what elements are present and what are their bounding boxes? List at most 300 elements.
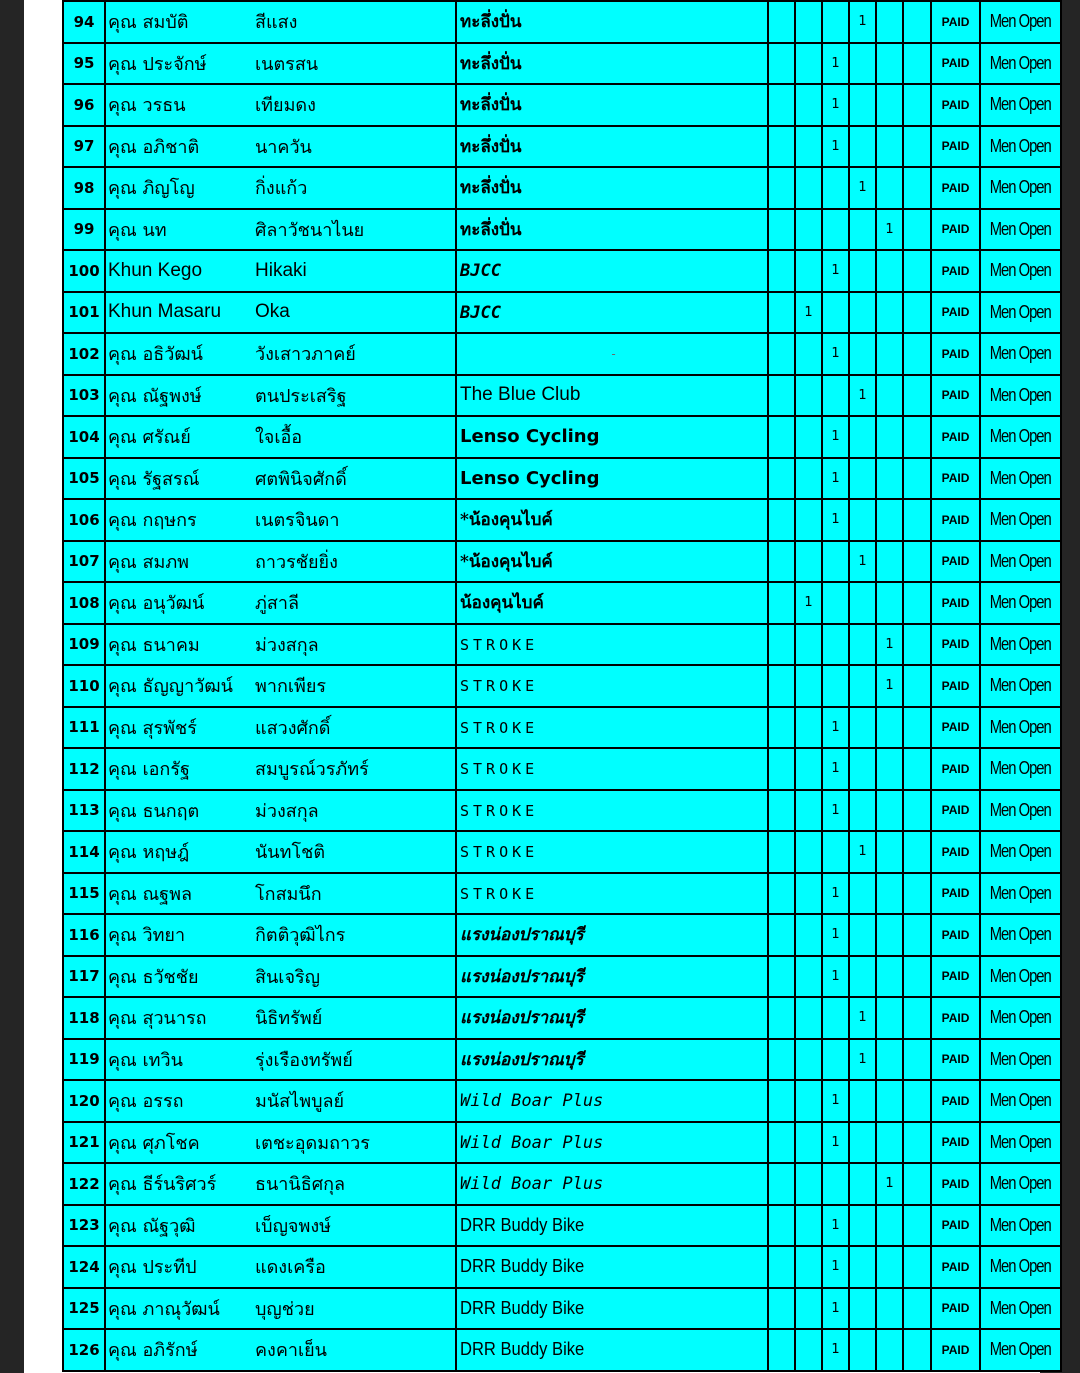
table-row[interactable] [63,1,1061,43]
last-name-cell[interactable]: เตชะอุดมถาวร [255,1122,456,1164]
size-column-2[interactable] [795,748,822,790]
size-column-3[interactable] [822,1163,849,1205]
size-column-5[interactable] [876,499,903,541]
size-column-1[interactable] [768,997,795,1039]
last-name-cell[interactable]: สินเจริญ [255,956,456,998]
first-name-cell[interactable]: คุณ วรธน [105,84,255,126]
size-column-2[interactable] [795,1163,822,1205]
table-row[interactable] [63,1080,1061,1122]
size-column-1[interactable] [768,665,795,707]
last-name-cell[interactable]: ถาวรชัยยิ่ง [255,541,456,583]
size-column-4[interactable] [849,499,876,541]
size-column-2[interactable] [795,375,822,417]
size-column-4[interactable] [849,1080,876,1122]
size-column-4[interactable] [849,1122,876,1164]
size-column-1[interactable] [768,748,795,790]
club-cell[interactable] [456,1288,768,1330]
last-name-cell[interactable]: Hikaki [255,250,456,292]
size-column-6[interactable] [903,1122,931,1164]
size-column-1[interactable] [768,43,795,85]
table-row[interactable] [63,831,1061,873]
first-name-cell[interactable]: คุณ ศุภโชค [105,1122,255,1164]
size-column-3[interactable] [822,624,849,666]
size-column-2[interactable] [795,624,822,666]
last-name-cell[interactable]: สมบูรณ์วรภัทร์ [255,748,456,790]
last-name-cell[interactable]: ศตพินิจศักดิ์ [255,458,456,500]
size-column-3[interactable] [822,665,849,707]
size-column-5[interactable] [876,1122,903,1164]
size-column-5[interactable] [876,1,903,43]
first-name-cell[interactable]: คุณ เอกรัฐ [105,748,255,790]
last-name-cell[interactable]: เนตรสน [255,43,456,85]
first-name-cell[interactable]: คุณ อรรถ [105,1080,255,1122]
selected-size-mark[interactable]: 1 [822,458,849,500]
size-column-1[interactable] [768,1163,795,1205]
size-column-2[interactable] [795,1039,822,1081]
selected-size-mark[interactable]: 1 [822,416,849,458]
size-column-6[interactable] [903,1163,931,1205]
size-column-2[interactable] [795,665,822,707]
club-cell[interactable] [456,167,768,209]
size-column-4[interactable] [849,707,876,749]
size-column-1[interactable] [768,333,795,375]
last-name-cell[interactable]: กิ่งแก้ว [255,167,456,209]
size-column-1[interactable] [768,790,795,832]
club-cell[interactable] [456,997,768,1039]
selected-size-mark[interactable]: 1 [849,167,876,209]
size-column-1[interactable] [768,873,795,915]
size-column-4[interactable] [849,1288,876,1330]
size-column-6[interactable] [903,209,931,251]
table-row[interactable] [63,997,1061,1039]
size-column-1[interactable] [768,541,795,583]
club-cell[interactable] [456,624,768,666]
size-column-6[interactable] [903,126,931,168]
size-column-2[interactable] [795,1288,822,1330]
size-column-2[interactable] [795,333,822,375]
first-name-cell[interactable]: คุณ ศรัณย์ [105,416,255,458]
club-cell[interactable] [456,292,768,334]
first-name-cell[interactable]: คุณ อธิวัฒน์ [105,333,255,375]
size-column-2[interactable] [795,1329,822,1371]
table-row[interactable] [63,956,1061,998]
first-name-cell[interactable]: Khun Masaru [105,292,255,334]
size-column-5[interactable] [876,1329,903,1371]
selected-size-mark[interactable]: 1 [849,1,876,43]
size-column-1[interactable] [768,499,795,541]
selected-size-mark[interactable]: 1 [876,209,903,251]
size-column-2[interactable] [795,84,822,126]
size-column-1[interactable] [768,582,795,624]
size-column-5[interactable] [876,1205,903,1247]
size-column-4[interactable] [849,126,876,168]
first-name-cell[interactable]: คุณ สุวนารถ [105,997,255,1039]
club-cell[interactable] [456,873,768,915]
size-column-5[interactable] [876,707,903,749]
size-column-5[interactable] [876,1288,903,1330]
size-column-6[interactable] [903,292,931,334]
table-row[interactable] [63,458,1061,500]
size-column-2[interactable] [795,956,822,998]
selected-size-mark[interactable]: 1 [822,748,849,790]
size-column-6[interactable] [903,873,931,915]
table-row[interactable] [63,665,1061,707]
size-column-3[interactable] [822,1,849,43]
first-name-cell[interactable]: คุณ สุรพัชร์ [105,707,255,749]
size-column-4[interactable] [849,956,876,998]
size-column-2[interactable] [795,1205,822,1247]
size-column-2[interactable] [795,790,822,832]
size-column-3[interactable] [822,292,849,334]
size-column-2[interactable] [795,209,822,251]
selected-size-mark[interactable]: 1 [849,1039,876,1081]
table-row[interactable] [63,914,1061,956]
first-name-cell[interactable]: คุณ ประจักษ์ [105,43,255,85]
last-name-cell[interactable]: รุ่งเรืองทรัพย์ [255,1039,456,1081]
first-name-cell[interactable]: คุณ ณฐพล [105,873,255,915]
size-column-1[interactable] [768,1246,795,1288]
size-column-5[interactable] [876,831,903,873]
size-column-5[interactable] [876,1039,903,1081]
selected-size-mark[interactable]: 1 [822,1122,849,1164]
club-cell[interactable] [456,582,768,624]
first-name-cell[interactable]: คุณ ภิญโญ [105,167,255,209]
size-column-1[interactable] [768,707,795,749]
last-name-cell[interactable]: โกสมนึก [255,873,456,915]
table-row[interactable] [63,1246,1061,1288]
first-name-cell[interactable]: คุณ ธัญญาวัฒน์ [105,665,255,707]
last-name-cell[interactable]: เบ็ญจพงษ์ [255,1205,456,1247]
club-cell[interactable] [456,250,768,292]
last-name-cell[interactable]: ม่วงสกุล [255,624,456,666]
selected-size-mark[interactable]: 1 [849,541,876,583]
last-name-cell[interactable]: วังเสาวภาคย์ [255,333,456,375]
size-column-6[interactable] [903,84,931,126]
table-row[interactable] [63,873,1061,915]
size-column-1[interactable] [768,209,795,251]
size-column-6[interactable] [903,665,931,707]
club-cell[interactable] [456,1163,768,1205]
size-column-1[interactable] [768,1288,795,1330]
table-row[interactable] [63,707,1061,749]
size-column-6[interactable] [903,458,931,500]
club-cell[interactable] [456,707,768,749]
size-column-4[interactable] [849,84,876,126]
club-cell[interactable] [456,84,768,126]
size-column-2[interactable] [795,458,822,500]
size-column-1[interactable] [768,914,795,956]
selected-size-mark[interactable]: 1 [822,873,849,915]
selected-size-mark[interactable]: 1 [876,665,903,707]
size-column-2[interactable] [795,707,822,749]
size-column-4[interactable] [849,582,876,624]
size-column-4[interactable] [849,250,876,292]
first-name-cell[interactable]: คุณ ภาณุวัฒน์ [105,1288,255,1330]
club-cell[interactable] [456,1039,768,1081]
size-column-2[interactable] [795,1122,822,1164]
last-name-cell[interactable]: เนตรจินดา [255,499,456,541]
first-name-cell[interactable]: คุณ นท [105,209,255,251]
size-column-6[interactable] [903,790,931,832]
last-name-cell[interactable]: คงคาเย็น [255,1329,456,1371]
selected-size-mark[interactable]: 1 [795,292,822,334]
selected-size-mark[interactable]: 1 [822,1080,849,1122]
size-column-6[interactable] [903,1,931,43]
selected-size-mark[interactable]: 1 [822,43,849,85]
size-column-6[interactable] [903,1080,931,1122]
size-column-3[interactable] [822,167,849,209]
size-column-2[interactable] [795,997,822,1039]
size-column-4[interactable] [849,790,876,832]
table-row[interactable] [63,333,1061,375]
size-column-2[interactable] [795,873,822,915]
club-cell[interactable] [456,1122,768,1164]
size-column-5[interactable] [876,956,903,998]
size-column-5[interactable] [876,748,903,790]
table-row[interactable] [63,1122,1061,1164]
last-name-cell[interactable]: สีแสง [255,1,456,43]
club-cell[interactable] [456,43,768,85]
first-name-cell[interactable]: คุณ อภิรักษ์ [105,1329,255,1371]
size-column-1[interactable] [768,167,795,209]
size-column-3[interactable] [822,831,849,873]
size-column-4[interactable] [849,1246,876,1288]
first-name-cell[interactable]: คุณ ณัฐพงษ์ [105,375,255,417]
last-name-cell[interactable]: มนัสไพบูลย์ [255,1080,456,1122]
table-row[interactable] [63,250,1061,292]
size-column-6[interactable] [903,541,931,583]
last-name-cell[interactable]: ม่วงสกุล [255,790,456,832]
size-column-4[interactable] [849,748,876,790]
size-column-4[interactable] [849,1163,876,1205]
club-cell[interactable] [456,956,768,998]
club-cell[interactable] [456,1329,768,1371]
size-column-3[interactable] [822,582,849,624]
size-column-6[interactable] [903,582,931,624]
size-column-4[interactable] [849,458,876,500]
club-cell[interactable] [456,333,768,375]
first-name-cell[interactable]: คุณ ธนาคม [105,624,255,666]
first-name-cell[interactable]: คุณ หฤษฎ์ [105,831,255,873]
size-column-4[interactable] [849,873,876,915]
selected-size-mark[interactable]: 1 [876,1163,903,1205]
club-cell[interactable] [456,914,768,956]
size-column-2[interactable] [795,43,822,85]
size-column-6[interactable] [903,748,931,790]
selected-size-mark[interactable]: 1 [822,126,849,168]
club-cell[interactable] [456,209,768,251]
size-column-5[interactable] [876,458,903,500]
size-column-2[interactable] [795,1246,822,1288]
size-column-5[interactable] [876,43,903,85]
last-name-cell[interactable]: กิตติวุฒิไกร [255,914,456,956]
table-row[interactable] [63,43,1061,85]
size-column-2[interactable] [795,499,822,541]
table-row[interactable] [63,209,1061,251]
size-column-1[interactable] [768,1205,795,1247]
size-column-6[interactable] [903,499,931,541]
size-column-4[interactable] [849,292,876,334]
size-column-6[interactable] [903,624,931,666]
first-name-cell[interactable]: คุณ ณัฐวุฒิ [105,1205,255,1247]
size-column-2[interactable] [795,831,822,873]
size-column-1[interactable] [768,250,795,292]
club-cell[interactable] [456,831,768,873]
selected-size-mark[interactable]: 1 [822,333,849,375]
size-column-6[interactable] [903,333,931,375]
size-column-1[interactable] [768,1,795,43]
selected-size-mark[interactable]: 1 [822,956,849,998]
size-column-1[interactable] [768,1122,795,1164]
selected-size-mark[interactable]: 1 [849,831,876,873]
selected-size-mark[interactable]: 1 [822,790,849,832]
first-name-cell[interactable]: คุณ ธวัชชัย [105,956,255,998]
table-row[interactable] [63,292,1061,334]
first-name-cell[interactable]: คุณ เทวิน [105,1039,255,1081]
size-column-5[interactable] [876,84,903,126]
club-cell[interactable] [456,790,768,832]
size-column-6[interactable] [903,1329,931,1371]
size-column-4[interactable] [849,624,876,666]
size-column-3[interactable] [822,375,849,417]
size-column-5[interactable] [876,582,903,624]
last-name-cell[interactable]: ตนประเสริฐ [255,375,456,417]
table-row[interactable] [63,167,1061,209]
size-column-1[interactable] [768,1329,795,1371]
club-cell[interactable] [456,748,768,790]
size-column-6[interactable] [903,831,931,873]
last-name-cell[interactable]: ธนานิธิศกุล [255,1163,456,1205]
table-row[interactable] [63,375,1061,417]
size-column-5[interactable] [876,1246,903,1288]
size-column-2[interactable] [795,250,822,292]
size-column-1[interactable] [768,1039,795,1081]
last-name-cell[interactable]: นาควัน [255,126,456,168]
last-name-cell[interactable]: Oka [255,292,456,334]
table-row[interactable] [63,1163,1061,1205]
size-column-3[interactable] [822,1039,849,1081]
last-name-cell[interactable]: ภู่สาลี [255,582,456,624]
size-column-5[interactable] [876,167,903,209]
size-column-6[interactable] [903,997,931,1039]
size-column-5[interactable] [876,997,903,1039]
last-name-cell[interactable]: นันทโชติ [255,831,456,873]
first-name-cell[interactable]: คุณ อภิชาติ [105,126,255,168]
selected-size-mark[interactable]: 1 [876,624,903,666]
table-row[interactable] [63,582,1061,624]
table-row[interactable] [63,499,1061,541]
selected-size-mark[interactable]: 1 [822,707,849,749]
first-name-cell[interactable]: คุณ สมบัติ [105,1,255,43]
size-column-1[interactable] [768,84,795,126]
size-column-6[interactable] [903,1205,931,1247]
table-row[interactable] [63,1039,1061,1081]
last-name-cell[interactable]: แดงเครือ [255,1246,456,1288]
size-column-4[interactable] [849,914,876,956]
selected-size-mark[interactable]: 1 [822,914,849,956]
size-column-1[interactable] [768,458,795,500]
size-column-6[interactable] [903,956,931,998]
club-cell[interactable] [456,416,768,458]
size-column-1[interactable] [768,292,795,334]
size-column-5[interactable] [876,126,903,168]
size-column-5[interactable] [876,250,903,292]
size-column-5[interactable] [876,292,903,334]
club-cell[interactable] [456,1080,768,1122]
selected-size-mark[interactable]: 1 [849,375,876,417]
selected-size-mark[interactable]: 1 [822,250,849,292]
club-cell[interactable] [456,458,768,500]
size-column-2[interactable] [795,1,822,43]
size-column-4[interactable] [849,665,876,707]
first-name-cell[interactable]: Khun Kego [105,250,255,292]
club-cell[interactable] [456,126,768,168]
club-cell[interactable] [456,499,768,541]
table-row[interactable] [63,624,1061,666]
size-column-5[interactable] [876,416,903,458]
last-name-cell[interactable]: ศิลาวัชนาไนย [255,209,456,251]
table-row[interactable] [63,541,1061,583]
size-column-3[interactable] [822,541,849,583]
size-column-4[interactable] [849,209,876,251]
size-column-6[interactable] [903,1039,931,1081]
selected-size-mark[interactable]: 1 [822,1205,849,1247]
size-column-5[interactable] [876,873,903,915]
size-column-6[interactable] [903,416,931,458]
table-row[interactable] [63,416,1061,458]
table-row[interactable] [63,84,1061,126]
first-name-cell[interactable]: คุณ กฤษกร [105,499,255,541]
size-column-2[interactable] [795,1080,822,1122]
selected-size-mark[interactable]: 1 [795,582,822,624]
size-column-3[interactable] [822,997,849,1039]
first-name-cell[interactable]: คุณ ประทีป [105,1246,255,1288]
size-column-4[interactable] [849,333,876,375]
size-column-1[interactable] [768,831,795,873]
size-column-5[interactable] [876,914,903,956]
last-name-cell[interactable]: แสวงศักดิ์ [255,707,456,749]
table-row[interactable] [63,126,1061,168]
club-cell[interactable] [456,1,768,43]
selected-size-mark[interactable]: 1 [822,1288,849,1330]
size-column-4[interactable] [849,1329,876,1371]
table-row[interactable] [63,1288,1061,1330]
size-column-6[interactable] [903,914,931,956]
size-column-6[interactable] [903,43,931,85]
size-column-5[interactable] [876,333,903,375]
size-column-5[interactable] [876,375,903,417]
size-column-6[interactable] [903,707,931,749]
first-name-cell[interactable]: คุณ วิทยา [105,914,255,956]
selected-size-mark[interactable]: 1 [822,1329,849,1371]
table-row[interactable] [63,748,1061,790]
size-column-2[interactable] [795,914,822,956]
last-name-cell[interactable]: นิธิทรัพย์ [255,997,456,1039]
selected-size-mark[interactable]: 1 [822,1246,849,1288]
size-column-5[interactable] [876,790,903,832]
club-cell[interactable] [456,375,768,417]
size-column-6[interactable] [903,1288,931,1330]
club-cell[interactable] [456,1246,768,1288]
first-name-cell[interactable]: คุณ สมภพ [105,541,255,583]
size-column-1[interactable] [768,956,795,998]
last-name-cell[interactable]: พากเพียร [255,665,456,707]
size-column-6[interactable] [903,1246,931,1288]
last-name-cell[interactable]: ใจเอื้อ [255,416,456,458]
size-column-6[interactable] [903,167,931,209]
first-name-cell[interactable]: คุณ ธีร์นริศวร์ [105,1163,255,1205]
table-row[interactable] [63,1329,1061,1371]
